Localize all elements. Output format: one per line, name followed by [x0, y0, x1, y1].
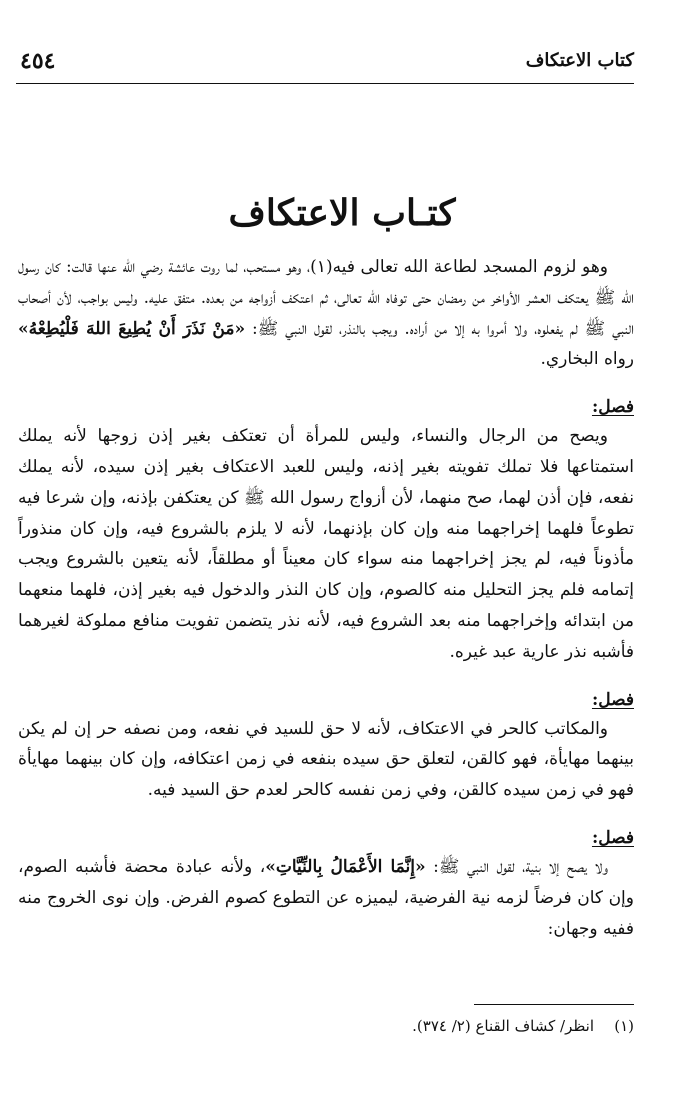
header-rule: [16, 83, 634, 84]
section-heading: فصل:: [591, 397, 634, 418]
footnote-text: انظر/ كشاف القناع (٢/ ٣٧٤).: [412, 1017, 594, 1035]
footnote-rule: [474, 1004, 634, 1005]
hadith-quote: «مَنْ نَذَرَ أَنْ يُطِيعَ اللهَ فَلْيُطِعْهُ»: [18, 318, 246, 339]
section-2: [18, 686, 634, 806]
page-header: [16, 44, 634, 84]
footnote-number: (١): [614, 1017, 634, 1035]
chapter-title: كتـاب الاعتكاف: [228, 192, 456, 234]
section-paragraph: والمكاتب كالحر في الاعتكاف، لأنه لا حق للسيد في نفعه، ومن نصفه حر إن لم يكن بينهما مهايأة، فهو كالقن، لتعلق حق سيده بنفعه في زمن اعتكافه، وإن كان بينهما مهايأة فهو في زمن سيده كالقن، وفي زمن نفسه كالحر لعدم حق السيد فيه.: [18, 718, 634, 801]
section-1: [18, 393, 634, 667]
intro-text: وهو لزوم المسجد لطاعة الله تعالى فيه(١)، وهو مستحب، لما روت عائشة رضي الله عنها قالت: كان رسول الله ﷺ يعتكف العشر الأواخر من رمضان حتى توفاه الله تعالى، ثم اعتكف أزواجه من بعده. متفق عليه. وليس بواجب، لأن أصحاب النبي ﷺ لم يفعلوه، ولا أمروا به إلا من أراده. ويجب بالنذر، لقول النبي ﷺ:: [18, 257, 635, 339]
intro-after-quote: رواه البخاري.: [540, 349, 634, 370]
footnotes: [18, 1004, 634, 1037]
section-3: [18, 824, 634, 944]
section-text: ولا يصح إلا بنية، لقول النبي ﷺ:: [425, 856, 609, 877]
section-after-quote: ، ولأنه عبادة محضة فأشبه الصوم، وإن كان فرضاً لزمه نية الفرضية، ليميزه عن التطوع كصوم الفرض. وإن نوى الخروج منه ففيه وجهان:: [18, 856, 634, 939]
main-text: [18, 252, 634, 944]
section-paragraph: [18, 852, 634, 944]
section-heading: فصل:: [591, 827, 634, 848]
intro-paragraph: [18, 252, 634, 375]
running-title: كتاب الاعتكاف: [525, 50, 634, 71]
footnote: [18, 1015, 634, 1037]
hadith-quote: «إِنَّمَا الأَعْمَالُ بِالنِّيَّاتِ»: [265, 856, 426, 877]
section-heading: فصل:: [591, 689, 634, 710]
section-paragraph: ويصح من الرجال والنساء، وليس للمرأة أن تعتكف بغير إذن زوجها لأنه يملك استمتاعها فلا تملك تفويته بغير إذنه، وليس للعبد الاعتكاف بغير إذن سيده، لأنه يملك نفعه، فإن أذن لهما، صح منهما، لأن أزواج رسول الله ﷺ كن يعتكفن بإذنه، وإن شرعا فيه تطوعاً فلهما إخراجهما منه وإن كان بإذنهما، لأنه لا يلزم بالشروع فيه، وإن كان منذوراً مأذوناً فيه، لم يجز إخراجهما منه سواء كان معيناً أو مطلقاً، لأنه يتعين بالشروع ويجب إتمامه فلم يجز التحليل منه كالصوم، وإن كان النذر والدخول فيه بغير إذن، فلهما منعهما من ابتدائه وإخراجهما منه بعد الشروع فيه، لأنه نذر يتضمن تفويت منافع مملوكة لغيرهما فأشبه نذر عارية عبد غيره.: [17, 426, 634, 662]
page-number: ٤٥٤: [20, 48, 56, 74]
